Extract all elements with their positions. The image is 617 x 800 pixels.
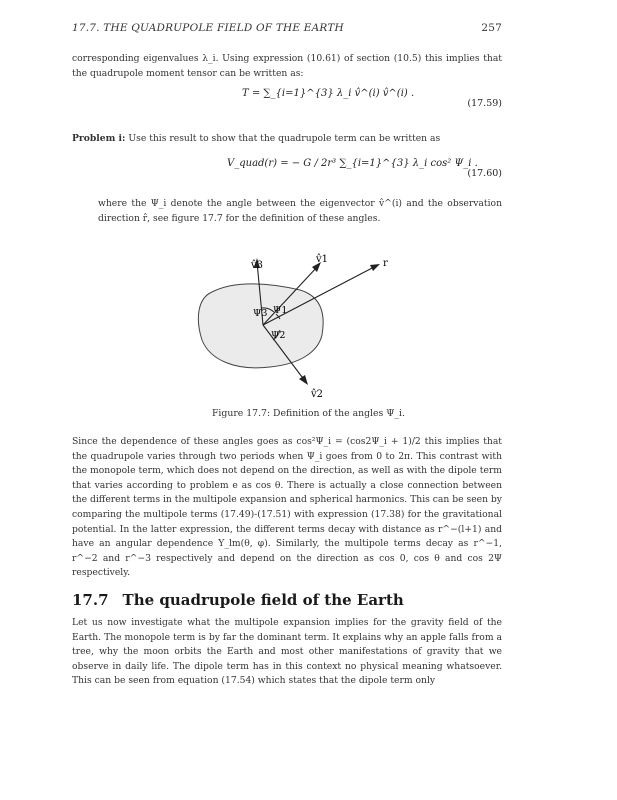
page-number: 257 xyxy=(481,22,502,34)
equation-17-60 xyxy=(72,158,502,198)
body-paragraph-3: Let us now investigate what the multipole expansion implies for the gravity field of the Earth. The monopole term is by far the dominant term. It explains why an apple falls from a tree, why the moon orbits the Earth and most other manifestations of gravity that we observe in daily life. The dipole term has in this context no physical meaning whatsoever. This can be seen from equation (17.54) which states that the dipole term only xyxy=(72,617,502,687)
label-v2: v̂2 xyxy=(311,389,324,400)
equation-17-59-body: T = ∑_{i=1}^{3} λ_i v̂^(i) v̂^(i) . xyxy=(242,88,415,99)
problem-label: Problem i: xyxy=(72,133,126,144)
problem-followup: where the Ψ_i denote the angle between the eigenvector v̂^(i) and the observation direction r̂, see figure 17.7 for the definition of these angles. xyxy=(98,198,502,224)
figure-caption: Figure 17.7: Definition of the angles Ψ_i. xyxy=(211,408,405,419)
header-title: 17.7. THE QUADRUPOLE FIELD OF THE EARTH xyxy=(72,22,344,34)
problem-statement xyxy=(72,132,502,147)
equation-17-59 xyxy=(72,88,502,128)
equation-17-59-label: (17.59) xyxy=(467,98,502,109)
problem-text: Use this result to show that the quadrupole term can be written as xyxy=(128,133,441,144)
intro-paragraph: corresponding eigenvalues λ_i. Using expression (10.61) of section (10.5) this implies that the quadrupole moment tensor can be written as: xyxy=(72,53,502,79)
label-v3: v̂3 xyxy=(251,260,264,271)
section-number: 17.7 xyxy=(72,591,109,609)
equation-17-60-label: (17.60) xyxy=(467,168,502,179)
label-psi3: Ψ3 xyxy=(253,308,268,319)
running-header xyxy=(72,22,502,34)
body-paragraph-2: Since the dependence of these angles goes as cos²Ψ_i = (cos2Ψ_i + 1)/2 this implies that the quadrupole varies through two periods when Ψ_i goes from 0 to 2π. This contrast with the monopole term, which does not depend on the direction, as well as with the dipole term that varies according to problem e as cos θ. There is actually a close connection between the different terms in the multipole expansion and spherical harmonics. This can be seen by comparing the multipole terms (17.49)-(17.51) with expression (17.38) for the gravitational potential. In the latter expression, the different terms decay with distance as r^−(l+1) and have an angular dependence Y_lm(θ, φ). Similarly, the multipole terms decay as r^−1, r^−2 and r^−3 respectively and depend on the direction as cos 0, cos θ and cos 2Ψ respectively. xyxy=(72,436,502,579)
label-r: r xyxy=(383,258,388,269)
section-heading xyxy=(72,591,404,609)
label-psi2: Ψ2 xyxy=(271,330,286,341)
label-psi1: Ψ1 xyxy=(273,305,288,316)
section-title: The quadrupole field of the Earth xyxy=(122,591,404,609)
label-v1: v̂1 xyxy=(316,254,329,265)
equation-17-60-body: V_quad(r) = − G / 2r³ ∑_{i=1}^{3} λ_i cos² Ψ_i . xyxy=(227,158,478,169)
figure-17-7 xyxy=(0,238,617,406)
